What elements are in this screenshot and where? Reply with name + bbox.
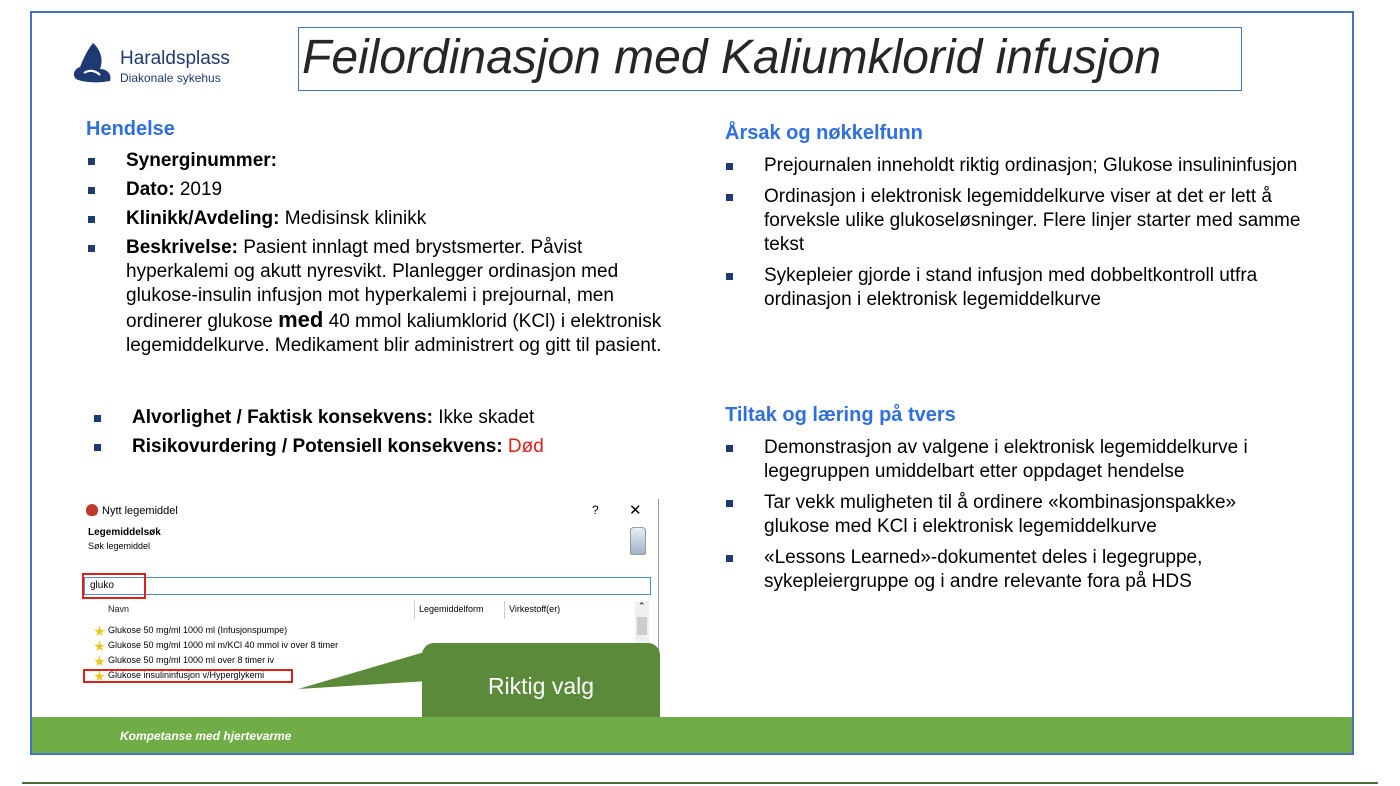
logo-name: Haraldsplass (120, 48, 230, 69)
item-label: Dato: (126, 179, 175, 200)
highlight-box (83, 669, 293, 683)
item-text: Sykepleier gjorde i stand infusjon med dobbeltkontroll utfra ordinasjon i elektronisk legemiddelkurve (764, 265, 1258, 310)
table-row[interactable]: Glukose 50 mg/ml 1000 ml (Infusjonspumpe) (108, 625, 288, 635)
medicine-bottle-icon (630, 527, 646, 555)
footer-slogan: Kompetanse med hjertevarme (120, 729, 292, 743)
callout-box: Riktig valg (422, 643, 660, 729)
list-item (726, 436, 1306, 484)
dialog-title: Nytt legemiddel (102, 505, 178, 517)
bullet-icon (88, 187, 95, 194)
star-icon (94, 641, 105, 652)
help-button[interactable]: ? (592, 503, 599, 517)
search-input[interactable]: gluko (84, 577, 651, 595)
item-label: Klinikk/Avdeling: (126, 208, 280, 229)
bullet-icon (726, 273, 733, 280)
item-label: Synerginummer: (126, 150, 277, 171)
bullet-icon (88, 158, 95, 165)
scroll-up-icon[interactable]: ⌃ (638, 601, 646, 611)
item-value: Medisinsk klinikk (279, 208, 427, 229)
close-button[interactable]: ✕ (629, 502, 642, 519)
scroll-thumb[interactable] (637, 617, 647, 635)
table-row[interactable]: Glukose 50 mg/ml 1000 ml m/KCl 40 mmol iv over 8 timer (108, 640, 339, 650)
section-title: Legemiddelsøk (88, 527, 161, 538)
list-item (726, 491, 1306, 539)
column-header[interactable]: Legemiddelform (419, 604, 484, 614)
hendelse-heading: Hendelse (86, 118, 175, 140)
list-item (88, 178, 668, 202)
item-text: Demonstrasjon av valgene i elektronisk legemiddelkurve i legegruppen umiddelbart etter oppdaget hendelse (764, 437, 1248, 482)
section-subtitle: Søk legemiddel (88, 541, 151, 551)
list-item (726, 154, 1326, 178)
item-text: Prejournalen inneholdt riktig ordinasjon; Glukose insulininfusjon (764, 155, 1298, 176)
highlight-box (82, 573, 146, 599)
bullet-icon (88, 216, 95, 223)
arsak-heading: Årsak og nøkkelfunn (725, 122, 923, 144)
list-item (726, 546, 1306, 594)
app-icon (86, 504, 98, 516)
tiltak-list (726, 436, 1306, 594)
list-item (726, 264, 1326, 312)
logo-subtitle: Diakonale sykehus (120, 71, 221, 85)
slide-title: Feilordinasjon med Kaliumklorid infusjon (298, 27, 1242, 91)
table-row[interactable]: Glukose 50 mg/ml 1000 ml over 8 timer iv (108, 655, 275, 665)
column-header[interactable]: Virkestoff(er) (509, 604, 561, 614)
bullet-icon (726, 445, 733, 452)
callout-pointer (298, 641, 428, 691)
column-header[interactable]: Navn (108, 604, 130, 614)
item-text: Tar vekk muligheten til å ordinere «kombinasjonspakke» glukose med KCl i elektronisk legemiddelkurve (764, 492, 1237, 537)
item-value: Ikke skadet (432, 407, 535, 428)
item-value: 2019 (174, 179, 223, 200)
bottom-divider (22, 782, 1378, 784)
bullet-icon (726, 500, 733, 507)
star-icon (94, 626, 105, 637)
item-text: «Lessons Learned»-dokumentet deles i legegruppe, sykepleiergruppe og i andre relevante fora på HDS (764, 547, 1203, 592)
list-item (726, 185, 1326, 257)
dove-icon (70, 39, 116, 85)
bullet-icon (88, 245, 95, 252)
emphasis-text: med (278, 307, 324, 332)
item-label: Beskrivelse: (126, 237, 238, 258)
hospital-logo (70, 39, 230, 89)
description-text-end: 40 mmol kaliumklorid (KCl) i elektronisk legemiddelkurve. Medikament blir administrert og gitt til pasient. (126, 311, 662, 356)
description-text: Pasient innlagt med brystsmerter. Påvist hyperkalemi og akutt nyresvikt. Planlegger ordinasjon med glukose-insulin infusjon mot hyperkalemi i prejournal, men ordinerer glukose (126, 237, 619, 332)
bullet-icon (94, 444, 101, 451)
tiltak-heading: Tiltak og læring på tvers (725, 404, 956, 426)
arsak-list (726, 154, 1326, 312)
risk-value: Død (507, 436, 544, 457)
hendelse-list (88, 149, 668, 358)
bullet-icon (726, 194, 733, 201)
list-item (94, 406, 674, 430)
bullet-icon (726, 555, 733, 562)
footer-bar (32, 717, 1354, 755)
item-text: Ordinasjon i elektronisk legemiddelkurve viser at det er lett å forveksle ulike glukoseløsninger. Flere linjer starter med samme tekst (764, 186, 1301, 255)
star-icon (94, 656, 105, 667)
list-item (88, 149, 668, 173)
consequence-list (94, 406, 674, 459)
list-item (88, 207, 668, 231)
item-label: Risikovurdering / Potensiell konsekvens: (132, 436, 503, 457)
item-label: Alvorlighet / Faktisk konsekvens: (132, 407, 433, 428)
column-divider (414, 601, 415, 619)
bullet-icon (94, 415, 101, 422)
table-row[interactable]: Glukose insulininfusjon v/Hyperglykemi (108, 670, 265, 680)
bullet-icon (726, 163, 733, 170)
list-item (94, 435, 674, 459)
list-item-beskrivelse (88, 236, 668, 358)
slide (30, 11, 1354, 755)
column-divider (504, 601, 505, 619)
